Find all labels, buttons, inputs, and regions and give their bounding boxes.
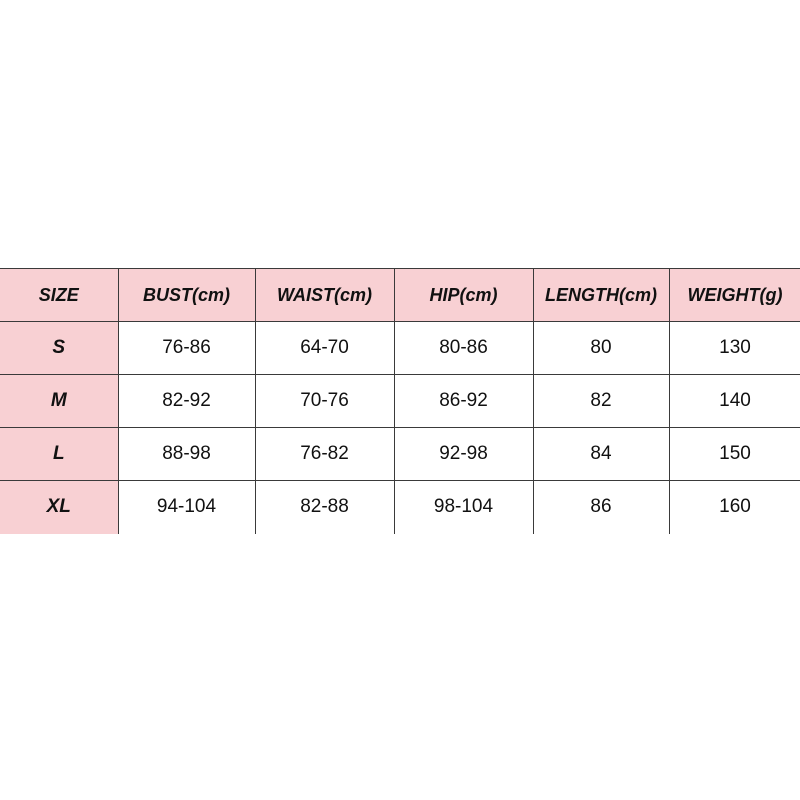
size-label: M (0, 375, 118, 428)
length-value: 80 (533, 322, 669, 375)
size-label: L (0, 428, 118, 481)
table-row (0, 481, 800, 534)
table-row (0, 322, 800, 375)
size-chart-table (0, 268, 800, 534)
waist-value: 76-82 (255, 428, 394, 481)
bust-value: 94-104 (118, 481, 255, 534)
bust-value: 82-92 (118, 375, 255, 428)
header-hip: HIP(cm) (394, 269, 533, 322)
length-value: 86 (533, 481, 669, 534)
weight-value: 130 (669, 322, 800, 375)
hip-value: 92-98 (394, 428, 533, 481)
weight-value: 150 (669, 428, 800, 481)
table-row (0, 428, 800, 481)
header-length: LENGTH(cm) (533, 269, 669, 322)
header-waist: WAIST(cm) (255, 269, 394, 322)
size-label: XL (0, 481, 118, 534)
bust-value: 76-86 (118, 322, 255, 375)
waist-value: 82-88 (255, 481, 394, 534)
header-weight: WEIGHT(g) (669, 269, 800, 322)
waist-value: 64-70 (255, 322, 394, 375)
header-bust: BUST(cm) (118, 269, 255, 322)
size-label: S (0, 322, 118, 375)
length-value: 84 (533, 428, 669, 481)
header-size: SIZE (0, 269, 118, 322)
hip-value: 80-86 (394, 322, 533, 375)
hip-value: 86-92 (394, 375, 533, 428)
table-row (0, 375, 800, 428)
length-value: 82 (533, 375, 669, 428)
header-row (0, 269, 800, 322)
waist-value: 70-76 (255, 375, 394, 428)
bust-value: 88-98 (118, 428, 255, 481)
weight-value: 160 (669, 481, 800, 534)
weight-value: 140 (669, 375, 800, 428)
hip-value: 98-104 (394, 481, 533, 534)
